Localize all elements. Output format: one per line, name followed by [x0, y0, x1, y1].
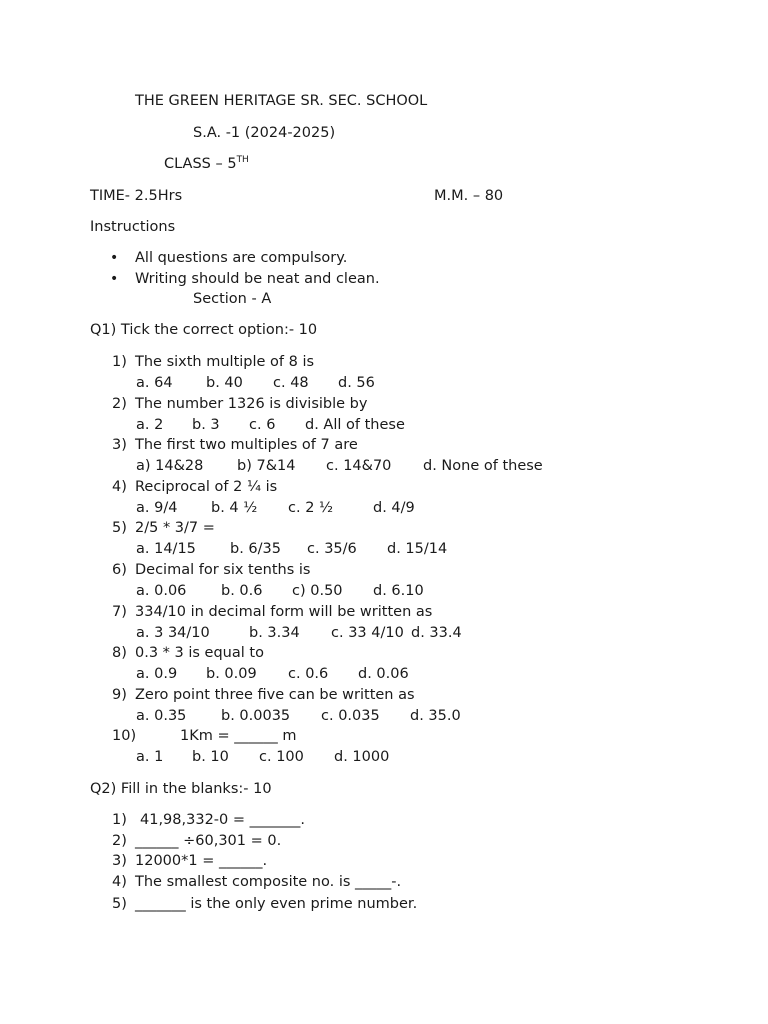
- class-text: CLASS – 5: [164, 156, 237, 172]
- answer-option[interactable]: b. 3.34: [249, 624, 300, 641]
- answer-option[interactable]: b. 10: [192, 749, 229, 766]
- section-title: Section - A: [193, 291, 272, 307]
- answer-option[interactable]: a) 14&28: [136, 458, 204, 475]
- fill-blank-text: ______ ÷60,301 = 0.: [135, 833, 282, 849]
- question-text: The number 1326 is divisible by: [135, 395, 368, 412]
- answer-option[interactable]: d. 6.10: [373, 583, 424, 599]
- fill-blank-text: The smallest composite no. is _____-.: [135, 874, 402, 890]
- exam-title: S.A. -1 (2024-2025): [193, 125, 336, 141]
- instructions-title: Instructions: [90, 219, 176, 235]
- question-number: 4): [112, 874, 127, 890]
- answer-option[interactable]: d. 35.0: [410, 707, 461, 724]
- question-text: Zero point three five can be written as: [135, 686, 415, 703]
- answer-option[interactable]: d. All of these: [305, 416, 405, 433]
- question-text: The first two multiples of 7 are: [135, 437, 358, 454]
- answer-option[interactable]: d. 33.4: [411, 624, 462, 641]
- instruction-text: All questions are compulsory.: [135, 250, 348, 266]
- answer-option[interactable]: d. 0.06: [358, 666, 409, 683]
- class-superscript: TH: [236, 155, 249, 166]
- q1-title: Q1) Tick the correct option:- 10: [90, 322, 318, 338]
- question-number: 5): [112, 520, 127, 537]
- answer-option[interactable]: d. None of these: [423, 458, 543, 475]
- answer-option[interactable]: b. 3: [192, 416, 220, 433]
- answer-option[interactable]: b) 7&14: [237, 458, 296, 475]
- question-number: 7): [112, 603, 127, 620]
- question-text: 0.3 * 3 is equal to: [135, 645, 264, 662]
- answer-option[interactable]: a. 64: [136, 375, 173, 391]
- answer-option[interactable]: a. 0.9: [136, 666, 178, 683]
- answer-option[interactable]: c) 0.50: [292, 583, 343, 599]
- fill-blank-text: _______ is the only even prime number.: [135, 896, 418, 912]
- answer-option[interactable]: b. 40: [206, 375, 243, 391]
- answer-option[interactable]: a. 14/15: [136, 541, 196, 558]
- answer-option[interactable]: b. 6/35: [230, 541, 281, 558]
- answer-option[interactable]: d. 56: [338, 375, 375, 391]
- answer-option[interactable]: a. 0.06: [136, 583, 187, 599]
- question-text: Decimal for six tenths is: [135, 562, 311, 578]
- answer-option[interactable]: c. 0.035: [321, 707, 380, 724]
- question-number: 3): [112, 853, 127, 869]
- answer-option[interactable]: c. 14&70: [326, 458, 392, 475]
- exam-time: TIME- 2.5Hrs: [90, 188, 183, 204]
- fill-blank-text: 41,98,332-0 = _______.: [140, 812, 305, 828]
- answer-option[interactable]: d. 1000: [334, 749, 390, 766]
- answer-option[interactable]: c. 48: [273, 375, 309, 391]
- question-text: 1Km = ______ m: [180, 728, 297, 745]
- question-text: 2/5 * 3/7 =: [135, 520, 215, 537]
- max-marks: M.M. – 80: [434, 188, 504, 204]
- answer-option[interactable]: d. 4/9: [373, 499, 415, 516]
- bullet-icon: •: [110, 271, 119, 287]
- question-number: 2): [112, 395, 127, 412]
- question-number: 1): [112, 812, 127, 828]
- answer-option[interactable]: c. 33 4/10: [331, 624, 404, 641]
- question-number: 2): [112, 833, 127, 849]
- answer-option[interactable]: c. 6: [249, 416, 276, 433]
- instruction-text: Writing should be neat and clean.: [135, 271, 380, 287]
- answer-option[interactable]: d. 15/14: [387, 541, 448, 558]
- answer-option[interactable]: c. 2 ½: [288, 499, 334, 516]
- answer-option[interactable]: a. 1: [136, 749, 164, 766]
- question-number: 9): [112, 686, 127, 703]
- answer-option[interactable]: a. 2: [136, 416, 164, 433]
- question-text: Reciprocal of 2 ¼ is: [135, 478, 278, 495]
- question-number: 10): [112, 728, 137, 745]
- question-number: 3): [112, 437, 127, 454]
- question-number: 4): [112, 478, 127, 495]
- answer-option[interactable]: a. 9/4: [136, 499, 178, 516]
- answer-option[interactable]: b. 0.09: [206, 666, 257, 683]
- school-name: THE GREEN HERITAGE SR. SEC. SCHOOL: [135, 93, 428, 109]
- answer-option[interactable]: b. 0.0035: [221, 707, 291, 724]
- question-number: 1): [112, 354, 127, 370]
- answer-option[interactable]: a. 0.35: [136, 707, 187, 724]
- answer-option[interactable]: c. 100: [259, 749, 304, 766]
- question-number: 6): [112, 562, 127, 578]
- class-label: [164, 155, 249, 173]
- answer-option[interactable]: c. 35/6: [307, 541, 357, 558]
- question-number: 8): [112, 645, 127, 662]
- question-number: 5): [112, 896, 127, 912]
- answer-option[interactable]: b. 0.6: [221, 583, 263, 599]
- question-text: The sixth multiple of 8 is: [135, 354, 315, 370]
- answer-option[interactable]: c. 0.6: [288, 666, 329, 683]
- fill-blank-text: 12000*1 = ______.: [135, 853, 268, 869]
- answer-option[interactable]: b. 4 ½: [211, 499, 258, 516]
- question-text: 334/10 in decimal form will be written as: [135, 603, 433, 620]
- bullet-icon: •: [110, 250, 119, 266]
- q2-title: Q2) Fill in the blanks:- 10: [90, 781, 272, 797]
- answer-option[interactable]: a. 3 34/10: [136, 624, 210, 641]
